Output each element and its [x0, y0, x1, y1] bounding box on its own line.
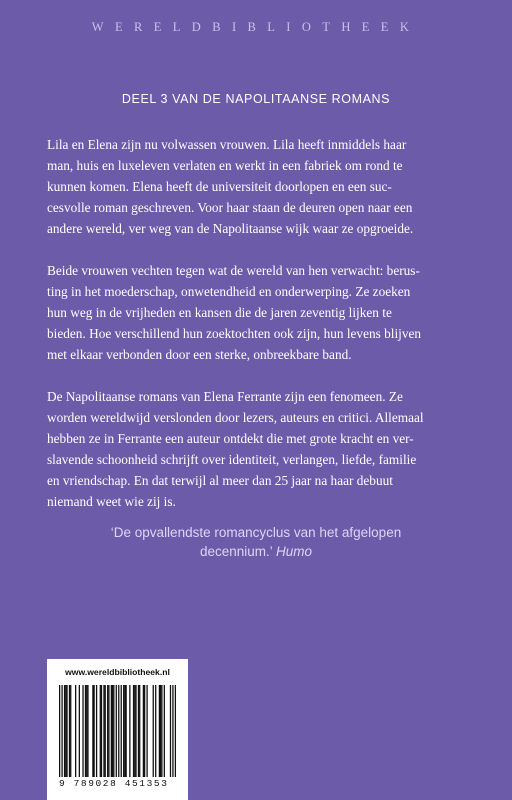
barcode-bar — [75, 685, 76, 777]
barcode-bar — [61, 685, 62, 777]
barcode-bar — [143, 685, 144, 777]
quote-line: ‘De opvallendste romancyclus van het afgelopen — [110, 525, 402, 540]
barcode-bar — [133, 685, 134, 777]
barcode-bar — [92, 685, 93, 777]
publisher-website: www.wereldbibliotheek.nl — [65, 667, 170, 677]
review-quote — [0, 523, 512, 561]
barcode-bar — [93, 685, 94, 777]
barcode-bar — [153, 685, 154, 777]
barcode-bar — [134, 685, 135, 777]
barcode-bar — [101, 685, 102, 777]
text-line: niemand weet wie zij is. — [47, 494, 176, 509]
text-line: andere wereld, ver weg van de Napolitaanse wijk waar ze opgroeide. — [47, 221, 414, 236]
barcode-bar — [82, 685, 83, 777]
text-line: ting in het moederschap, onwetendheid en onderwerping. Ze zoeken — [47, 284, 411, 299]
barcode-bar — [118, 685, 119, 777]
barcode-bar — [66, 685, 67, 777]
barcode-bar — [79, 685, 80, 777]
barcode-bar — [126, 685, 127, 777]
barcode-bar — [87, 685, 88, 777]
barcode-bar — [59, 685, 60, 777]
barcode-bar — [146, 685, 147, 777]
barcode-bar — [159, 685, 160, 777]
text-line: kunnen komen. Elena heeft de universiteit doorlopen en een suc- — [47, 179, 392, 194]
barcode-icon — [59, 685, 176, 777]
barcode-bar — [111, 685, 112, 777]
barcode-bar — [124, 685, 125, 777]
publisher-name: WERELDBIBLIOTHEEK — [91, 20, 421, 34]
barcode-bar — [105, 685, 106, 777]
barcode-bar — [116, 685, 117, 777]
text-line: De Napolitaanse romans van Elena Ferrante zijn een fenomeen. Ze — [47, 389, 403, 404]
text-line: met elkaar verbonden door een sterke, onbreekbare band. — [47, 347, 352, 362]
barcode-bar — [155, 685, 156, 777]
barcode-bar — [107, 685, 108, 777]
text-line: bieden. Hoe verschillend hun zoektochten ook zijn, hun levens blijven — [47, 326, 422, 341]
barcode-bar — [108, 685, 109, 777]
text-line: Lila en Elena zijn nu volwassen vrouwen. Lila heeft inmiddels haar — [47, 137, 407, 152]
quote-source: Humo — [276, 544, 313, 559]
blurb-paragraph — [47, 386, 477, 512]
series-title: DEEL 3 VAN DE NAPOLITAANSE ROMANS — [121, 92, 391, 106]
quote-line-2 — [0, 542, 512, 561]
blurb — [47, 134, 477, 512]
text-line: man, huis en luxeleven verlaten en werkt in een fabriek om rond te — [47, 158, 403, 173]
barcode-bar — [172, 685, 173, 777]
barcode-bar — [129, 685, 130, 777]
blurb-paragraph — [47, 134, 477, 239]
barcode-bar — [144, 685, 145, 777]
barcode-bar — [175, 685, 176, 777]
text-line: en vriendschap. En dat terwijl al meer dan 25 jaar na haar debuut — [47, 473, 393, 488]
blurb-paragraph — [47, 260, 477, 365]
barcode-bar — [64, 685, 65, 777]
barcode-bar — [121, 685, 122, 777]
barcode-bar — [161, 685, 162, 777]
barcode-bar — [160, 685, 161, 777]
text-line: hebben ze in Ferrante een auteur ontdekt die met grote kracht en ver- — [47, 431, 414, 446]
text-line: worden wereldwijd verslonden door lezers, auteurs en critici. Allemaal — [47, 410, 424, 425]
text-line: slavende schoonheid schrijft over identiteit, verlangen, liefde, familie — [47, 452, 417, 467]
text-line: Beide vrouwen vechten tegen wat de wereld van hen verwacht: berus- — [47, 263, 420, 278]
barcode-bar — [70, 685, 71, 777]
isbn-number: 9 789028 451353 — [59, 778, 169, 789]
barcode-bar — [113, 685, 114, 777]
barcode-bar — [65, 685, 66, 777]
barcode-bar — [135, 685, 136, 777]
barcode-bar — [103, 685, 104, 777]
barcode-bar — [96, 685, 97, 777]
text-line: cesvolle roman geschreven. Voor haar staan de deuren open naar een — [47, 200, 413, 215]
barcode-bar — [100, 685, 101, 777]
barcode-bar — [69, 685, 70, 777]
barcode-panel — [47, 659, 188, 800]
barcode-bar — [85, 685, 86, 777]
barcode-bar — [123, 685, 124, 777]
text-line: hun weg in de vrijheden en kansen die de jaren zeventig lijken te — [47, 305, 392, 320]
barcode-bar — [112, 685, 113, 777]
barcode-bar — [138, 685, 139, 777]
barcode-bar — [139, 685, 140, 777]
barcode-bar — [170, 685, 171, 777]
barcode-bar — [86, 685, 87, 777]
barcode-bar — [164, 685, 165, 777]
quote-text: decennium.’ — [199, 544, 273, 559]
